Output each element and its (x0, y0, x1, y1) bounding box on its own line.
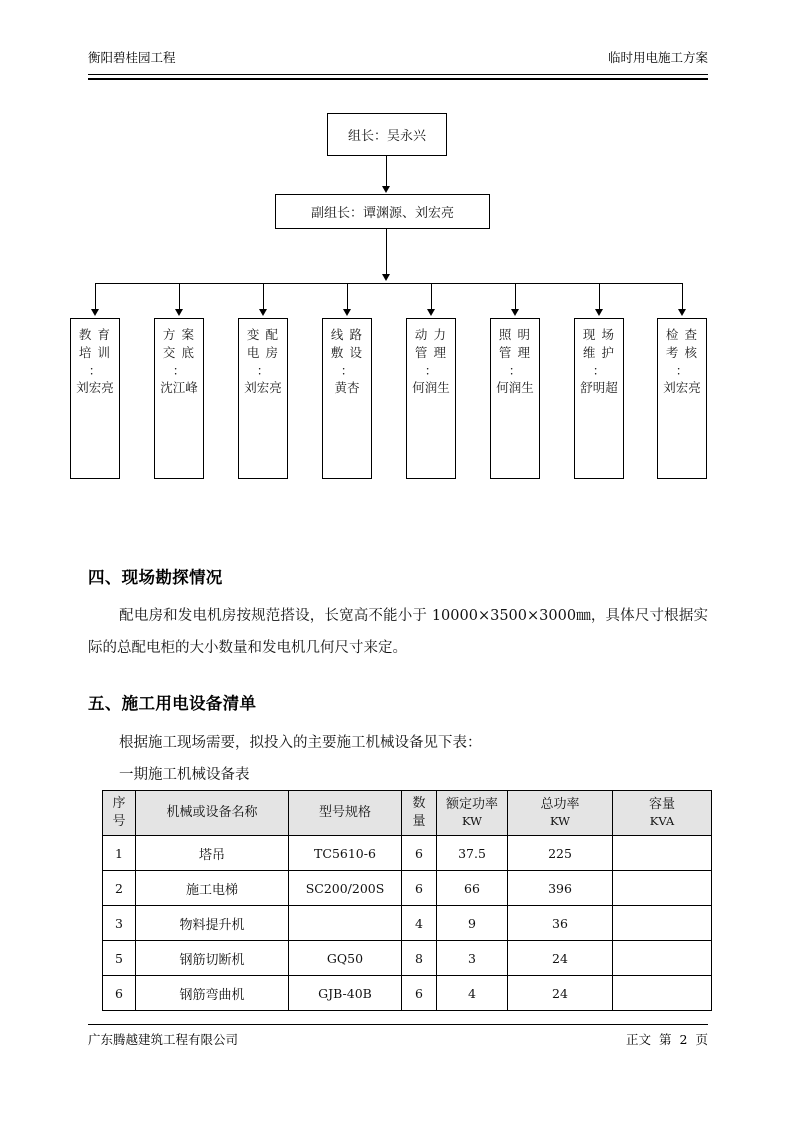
cell-no: 1 (103, 836, 136, 871)
cell-qty: 6 (402, 836, 437, 871)
org-node-deputy-label: 副组长：谭渊源、刘宏亮 (310, 206, 454, 221)
arrowhead-member-8 (678, 309, 686, 316)
header-project-name: 衡阳碧桂园工程 (88, 50, 176, 65)
cell-name: 施工电梯 (136, 871, 289, 906)
cell-model (289, 906, 402, 941)
section-four-paragraph (88, 600, 708, 664)
connector-drop-8 (682, 283, 683, 310)
org-node-member-8 (657, 318, 707, 479)
member-6-role-line2: 管 理 (498, 344, 532, 360)
cell-name: 钢筋弯曲机 (136, 976, 289, 1011)
column-header-capacity-text: 容量 (648, 797, 675, 813)
connector-drop-7 (599, 283, 600, 310)
cell-no: 3 (103, 906, 136, 941)
member-6-name: 何润生 (496, 380, 534, 396)
cell-name: 钢筋切断机 (136, 941, 289, 976)
column-header-name-text: 机械或设备名称 (166, 805, 258, 821)
column-header-total-power-unit: KW (549, 814, 570, 829)
cell-rated-power: 66 (437, 871, 508, 906)
section-five-paragraph (88, 727, 708, 759)
arrowhead-member-6 (511, 309, 519, 316)
cell-total-power: 24 (508, 941, 613, 976)
org-node-member-7 (574, 318, 624, 479)
running-footer (88, 1030, 708, 1048)
member-8-name: 刘宏亮 (663, 380, 701, 396)
member-1-role-line2: 培 训 (78, 344, 112, 360)
organization-chart (0, 0, 793, 500)
table-row (103, 836, 712, 871)
member-7-name: 舒明超 (580, 380, 618, 396)
connector-drop-3 (263, 283, 264, 310)
member-5-role-line2: 管 理 (414, 344, 448, 360)
cell-qty: 6 (402, 976, 437, 1011)
equipment-table-header (103, 791, 712, 836)
table-row (103, 941, 712, 976)
section-four-paragraph-text: 配电房和发电机房按规范搭设，长宽高不能小于 10000×3500×3000㎜，具体尺寸根据实际的总配电柜的大小数量和发电机几何尺寸来定。 (88, 608, 708, 656)
column-header-capacity-unit: KVA (649, 814, 675, 829)
org-node-member-4 (322, 318, 372, 479)
equipment-table (102, 790, 712, 1011)
cell-capacity (613, 906, 712, 941)
cell-model: TC5610-6 (289, 836, 402, 871)
member-2-role-line1: 方 案 (162, 327, 196, 342)
member-7-role-line1: 现 场 (582, 327, 616, 342)
column-header-model (289, 791, 402, 836)
column-header-no (103, 791, 136, 836)
column-header-rated-power-text: 额定功率 (445, 797, 498, 813)
org-node-member-1 (70, 318, 120, 479)
connector-horizontal-bus (95, 283, 682, 284)
column-header-qty (402, 791, 437, 836)
member-2-name: 沈江峰 (160, 380, 198, 396)
member-3-role-line1: 变 配 (246, 327, 280, 342)
member-2-colon: ： (172, 362, 186, 378)
cell-rated-power: 3 (437, 941, 508, 976)
org-node-leader (327, 113, 447, 156)
member-3-role-line2: 电 房 (246, 344, 280, 360)
arrowhead-member-1 (91, 309, 99, 316)
cell-rated-power: 4 (437, 976, 508, 1011)
arrowhead-member-5 (427, 309, 435, 316)
cell-rated-power: 37.5 (437, 836, 508, 871)
member-5-name: 何润生 (412, 380, 450, 396)
cell-total-power: 36 (508, 906, 613, 941)
column-header-rated-power-unit: KW (461, 814, 482, 829)
member-7-colon: ： (592, 362, 606, 378)
footer-page-number: 2 (679, 1032, 688, 1047)
connector-drop-5 (431, 283, 432, 310)
org-node-member-5 (406, 318, 456, 479)
cell-name: 物料提升机 (136, 906, 289, 941)
footer-page-prefix: 第 (659, 1032, 672, 1047)
member-1-colon: ： (88, 362, 102, 378)
section-five-heading: 五、施工用电设备清单 (88, 694, 257, 713)
cell-qty: 4 (402, 906, 437, 941)
cell-model: SC200/200S (289, 871, 402, 906)
column-header-name (136, 791, 289, 836)
cell-model: GJB-40B (289, 976, 402, 1011)
column-header-total-power-text: 总功率 (540, 797, 580, 813)
member-2-role-line2: 交 底 (162, 344, 196, 360)
connector-leader-to-deputy (386, 156, 387, 187)
cell-total-power: 396 (508, 871, 613, 906)
member-3-colon: ： (256, 362, 270, 378)
column-header-no-line2: 号 (112, 814, 126, 829)
member-1-name: 刘宏亮 (76, 380, 114, 396)
member-3-name: 刘宏亮 (244, 380, 282, 396)
cell-model: GQ50 (289, 941, 402, 976)
table-row (103, 976, 712, 1011)
column-header-model-text: 型号规格 (318, 805, 371, 821)
footer-page-suffix: 页 (695, 1032, 708, 1047)
cell-qty: 6 (402, 871, 437, 906)
connector-drop-4 (347, 283, 348, 310)
member-4-role-line2: 敷 设 (330, 344, 364, 360)
column-header-capacity (613, 791, 712, 836)
column-header-qty-line1: 数 (412, 796, 426, 812)
cell-capacity (613, 976, 712, 1011)
org-node-leader-label: 组长：吴永兴 (347, 129, 426, 144)
arrowhead-member-7 (595, 309, 603, 316)
org-node-member-3 (238, 318, 288, 479)
arrowhead-member-3 (259, 309, 267, 316)
member-5-role-line1: 动 力 (414, 327, 448, 342)
column-header-no-line1: 序 (112, 796, 126, 812)
cell-rated-power: 9 (437, 906, 508, 941)
table-row (103, 906, 712, 941)
equipment-table-body (103, 836, 712, 1011)
cell-capacity (613, 941, 712, 976)
org-node-member-2 (154, 318, 204, 479)
member-1-role-line1: 教 育 (78, 327, 112, 342)
cell-name: 塔吊 (136, 836, 289, 871)
table-caption (88, 759, 708, 791)
member-4-colon: ： (340, 362, 354, 378)
cell-no: 5 (103, 941, 136, 976)
table-caption-text: 一期施工机械设备表 (119, 767, 250, 783)
org-node-member-6 (490, 318, 540, 479)
member-4-name: 黄杏 (334, 380, 360, 396)
member-4-role-line1: 线 路 (330, 327, 364, 342)
cell-total-power: 24 (508, 976, 613, 1011)
org-node-deputy (275, 194, 490, 229)
member-8-colon: ： (675, 362, 689, 378)
arrowhead-member-4 (343, 309, 351, 316)
arrowhead-deputy (382, 186, 390, 193)
cell-capacity (613, 836, 712, 871)
member-6-role-line1: 照 明 (498, 327, 532, 342)
cell-no: 6 (103, 976, 136, 1011)
footer-page-info (622, 1030, 708, 1048)
member-5-colon: ： (424, 362, 438, 378)
connector-deputy-to-bus (386, 229, 387, 275)
connector-drop-6 (515, 283, 516, 310)
header-document-title: 临时用电施工方案 (607, 50, 708, 65)
column-header-rated-power (437, 791, 508, 836)
cell-total-power: 225 (508, 836, 613, 871)
connector-drop-2 (179, 283, 180, 310)
column-header-qty-line2: 量 (412, 814, 426, 829)
member-8-role-line1: 检 查 (665, 327, 699, 342)
column-header-total-power (508, 791, 613, 836)
cell-qty: 8 (402, 941, 437, 976)
footer-company-name: 广东腾越建筑工程有限公司 (88, 1032, 239, 1047)
arrowhead-bus (382, 274, 390, 281)
connector-drop-1 (95, 283, 96, 310)
footer-divider (88, 1024, 708, 1025)
table-header-row (103, 791, 712, 836)
footer-section-label: 正文 (626, 1032, 652, 1047)
section-five-paragraph-text: 根据施工现场需要，拟投入的主要施工机械设备见下表： (119, 735, 482, 751)
cell-capacity (613, 871, 712, 906)
member-8-role-line2: 考 核 (665, 344, 699, 360)
member-7-role-line2: 维 护 (582, 344, 616, 360)
table-row (103, 871, 712, 906)
cell-no: 2 (103, 871, 136, 906)
arrowhead-member-2 (175, 309, 183, 316)
section-four-heading: 四、现场勘探情况 (88, 568, 223, 587)
member-6-colon: ： (508, 362, 522, 378)
